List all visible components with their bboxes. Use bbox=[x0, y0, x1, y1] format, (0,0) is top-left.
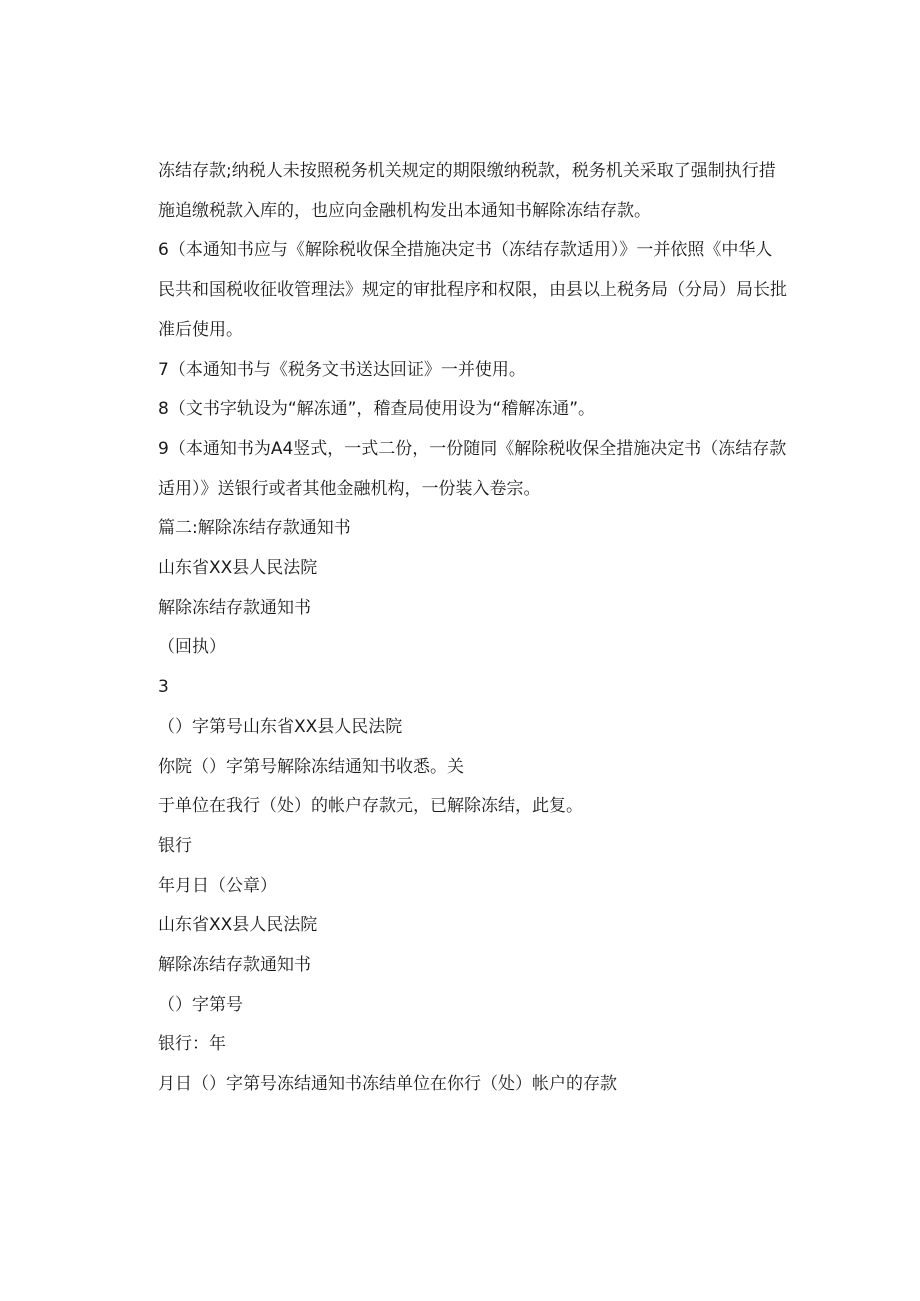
paragraph-item-6: 6（本通知书应与《解除税收保全措施决定书（冻结存款适用）》一并依照《中华人民共和国税收征收管理法》规定的审批程序和权限，由县以上税务局（分局）局长批准后使用。 bbox=[158, 240, 787, 340]
date-seal-line: 年月日（公章） bbox=[158, 875, 277, 896]
freeze-notice-body-line: 月日（）字第号冻结通知书冻结单位在你行（处）帐户的存款 bbox=[158, 1074, 617, 1095]
page-number: 3 bbox=[158, 677, 169, 698]
document-number-line-second: （）字第号 bbox=[158, 994, 243, 1015]
notice-title: 解除冻结存款通知书 bbox=[158, 597, 311, 618]
bank-year-line: 银行：年 bbox=[158, 1034, 226, 1055]
receipt-label: （回执） bbox=[158, 637, 226, 658]
receipt-body-line-1: 你院（）字第号解除冻结通知书收悉。关 bbox=[158, 756, 464, 777]
receipt-body-line-2: 于单位在我行（处）的帐户存款元，已解除冻结，此复。 bbox=[158, 796, 583, 817]
document-body bbox=[158, 152, 788, 1105]
paragraph-item-8: 8（文书字轨设为“解冻通”，稽查局使用设为“稽解冻通”。 bbox=[158, 399, 596, 420]
paragraph-item-7: 7（本通知书与《税务文书送达回证》一并使用。 bbox=[158, 359, 526, 380]
document-number-line: （）字第号山东省XX县人民法院 bbox=[158, 716, 403, 737]
paragraph-freeze-deposit-note: 冻结存款;纳税人未按照税务机关规定的期限缴纳税款，税务机关采取了强制执行措施追缴税款入库的，也应向金融机构发出本通知书解除冻结存款。 bbox=[158, 161, 776, 221]
paragraph-item-9: 9（本通知书为A4竖式，一式二份，一份随同《解除税收保全措施决定书（冻结存款适用）》送银行或者其他金融机构，一份装入卷宗。 bbox=[158, 438, 787, 499]
bank-label: 银行 bbox=[158, 835, 192, 856]
court-name: 山东省XX县人民法院 bbox=[158, 558, 318, 579]
section-heading-part-two: 篇二:解除冻结存款通知书 bbox=[158, 518, 351, 539]
notice-title-second: 解除冻结存款通知书 bbox=[158, 955, 311, 976]
court-name-second: 山东省XX县人民法院 bbox=[158, 915, 318, 936]
